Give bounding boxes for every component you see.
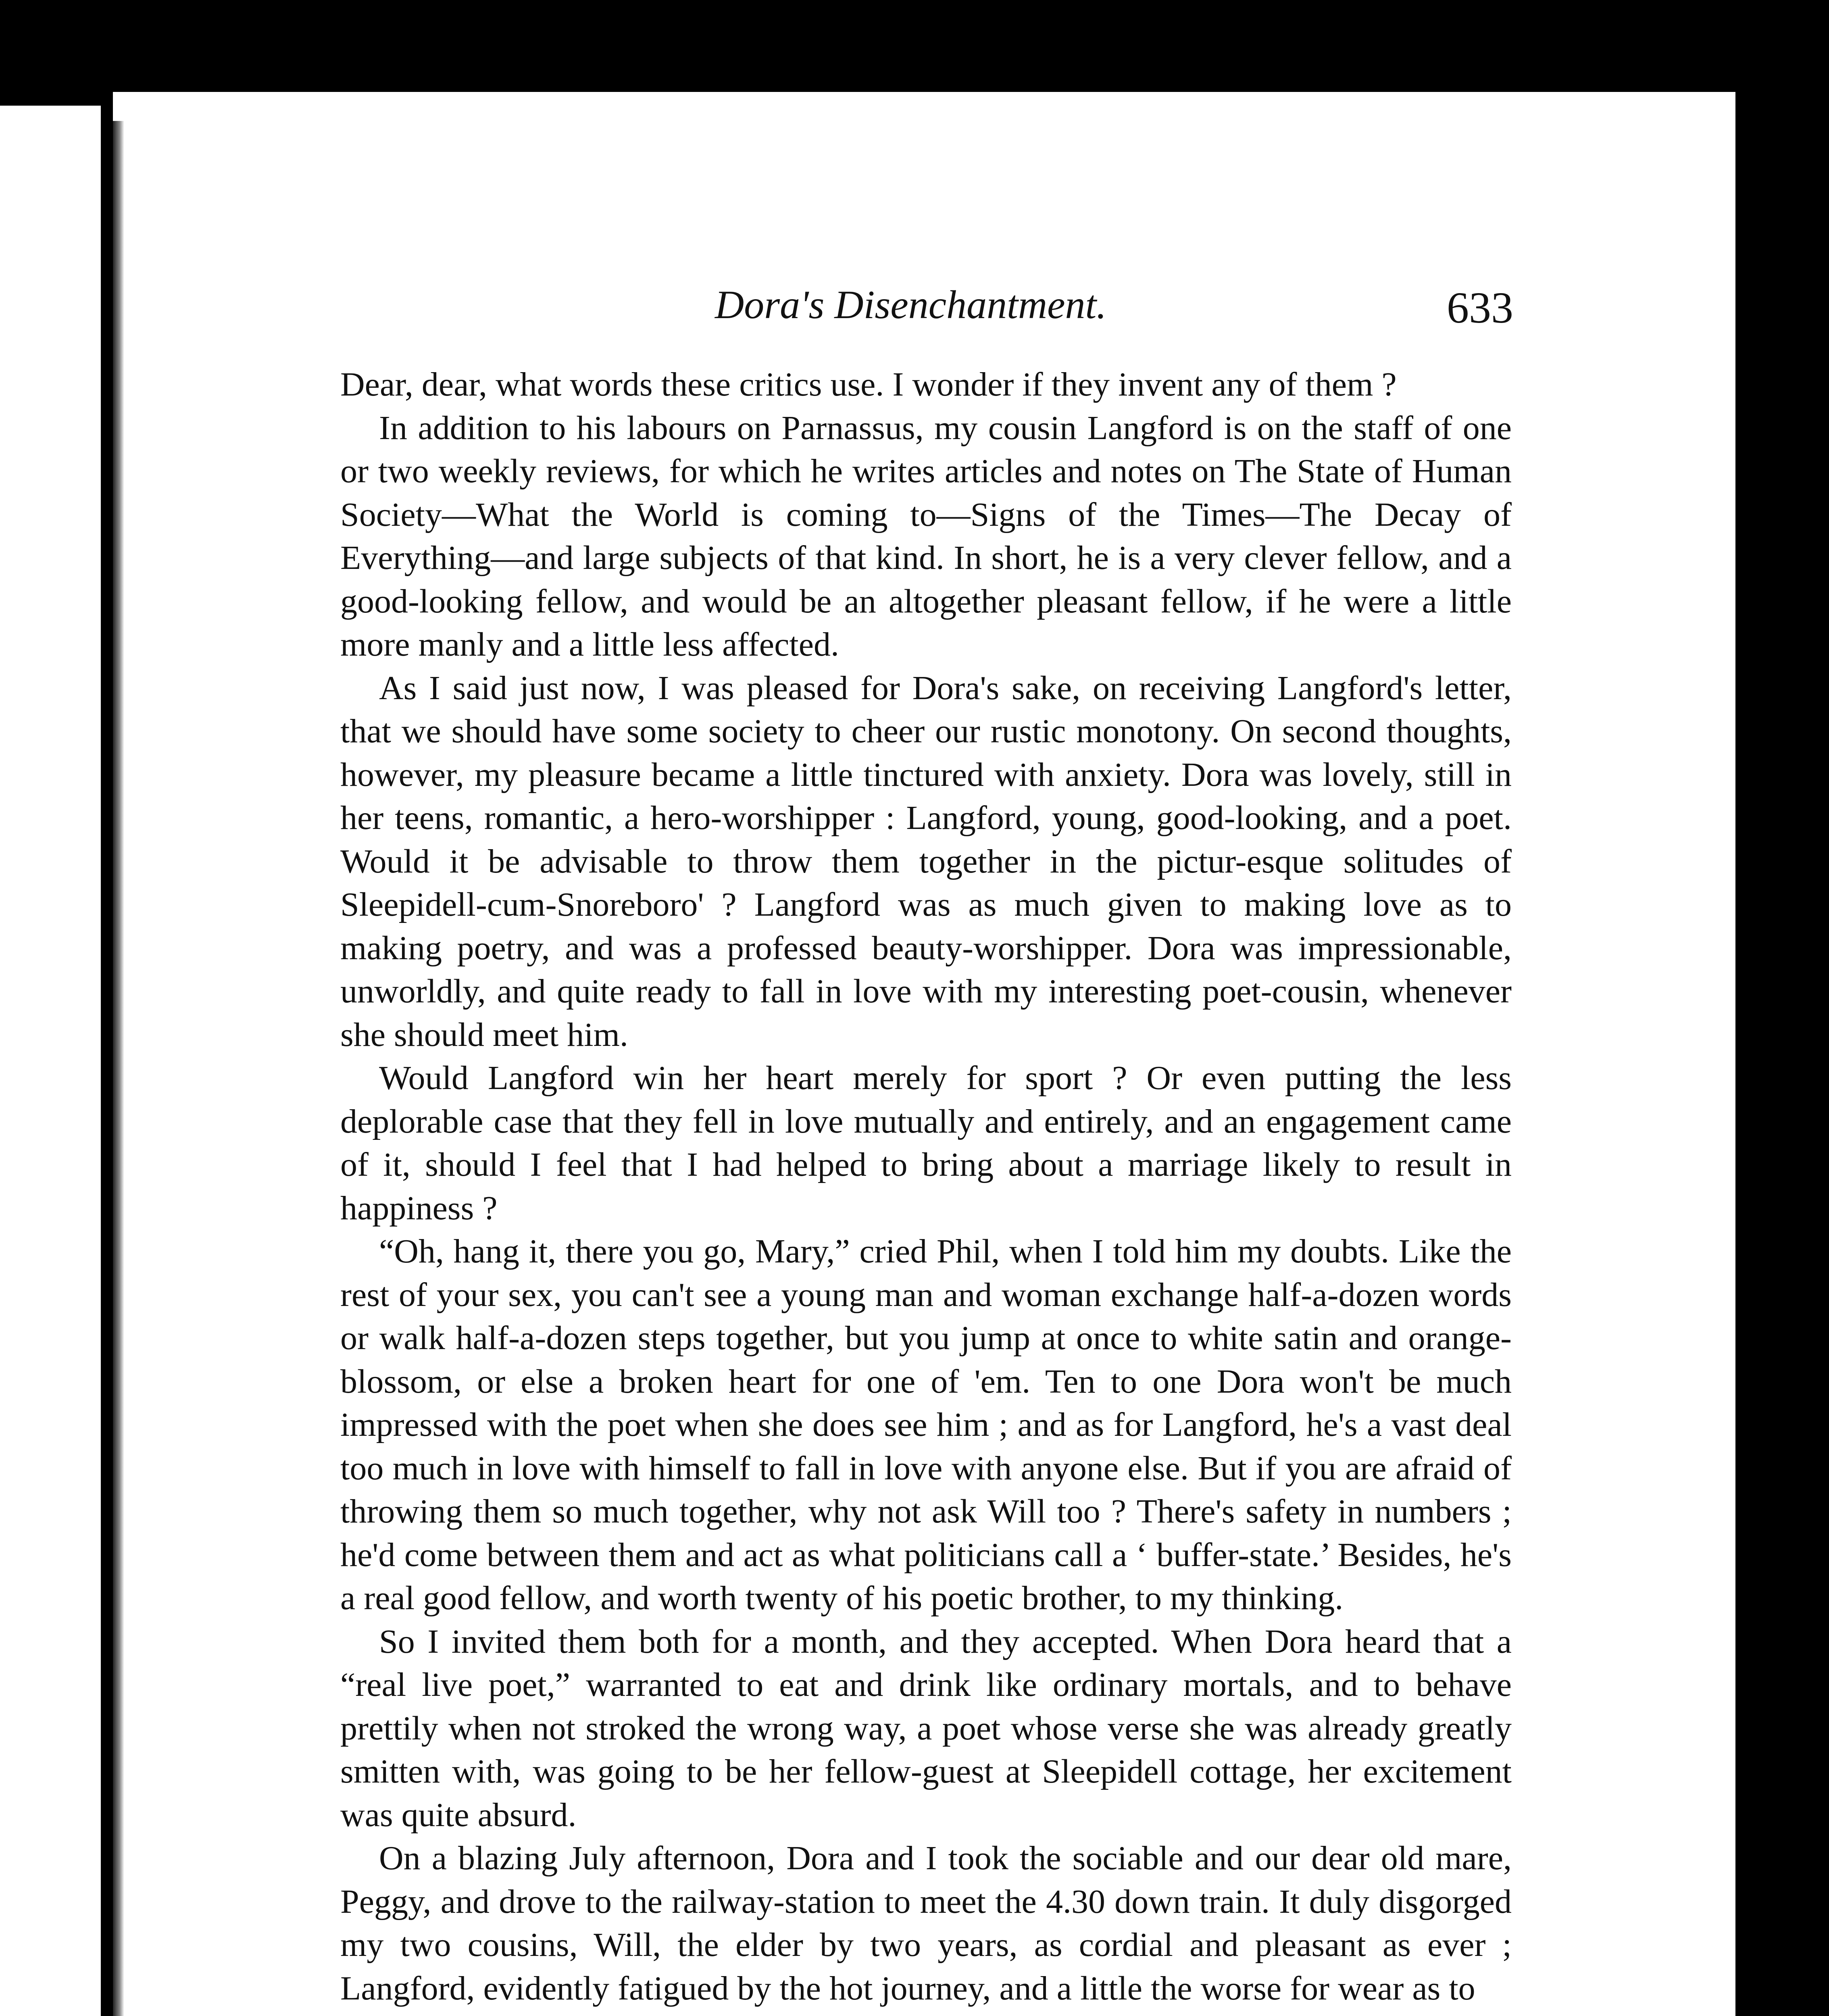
paragraph: So I invited them both for a month, and they accepted. When Dora heard that a “real live poet,” warranted to eat and drink like ordinary mortals, and to behave prettily when not stroked the wrong way, a poet whose verse she was already greatly smitten with, was going to be her fellow-guest at Sleepidell cottage, her excitement was quite absurd. (340, 1622, 1512, 1834)
facing-page-edge (0, 106, 111, 2016)
paragraph: Would Langford win her heart merely for sport ? Or even putting the less deplorable case that they fell in love mutually and entirely, and an engagement came of it, should I feel that I had helped to bring about a marriage likely to result in happiness ? (340, 1059, 1512, 1227)
paragraph: As I said just now, I was pleased for Dora's sake, on receiving Langford's letter, that we should have some society to cheer our rustic monotony. On second thoughts, however, my pleasure became a little tinctured with anxiety. Dora was lovely, still in her teens, romantic, a hero-worshipper : Langford, young, good-looking, and a poet. Would it be advisable to throw them together in the pictur-esque solitudes of Sleepidell-cum-Snoreboro' ? Langford was as much given to making love as to making poetry, and was a professed beauty-worshipper. Dora was impressionable, unworldly, and quite ready to fall in love with my interesting poet-cousin, whenever she should meet him. (340, 669, 1512, 1054)
page-gutter-shadow (113, 121, 124, 2016)
body-text (340, 363, 1512, 2010)
running-head: Dora's Disenchantment. (715, 282, 1107, 327)
page-number: 633 (1447, 283, 1513, 332)
paragraph: In addition to his labours on Parnassus, my cousin Langford is on the staff of one or two weekly reviews, for which he writes articles and notes on The State of Human Society—What the World is coming to—Signs of the Times—The Decay of Everything—and large subjects of that kind. In short, he is a very clever fellow, and a good-looking fellow, and would be an altogether pleasant fellow, if he were a little more manly and a little less affected. (340, 409, 1512, 663)
paragraph: On a blazing July afternoon, Dora and I took the sociable and our dear old mare, Peggy, and drove to the railway-station to meet the 4.30 down train. It duly disgorged my two cousins, Will, the elder by two years, as cordial and pleasant as ever ; Langford, evidently fatigued by the hot journey, and a little the worse for wear as to (340, 1839, 1512, 2007)
paragraph: Dear, dear, what words these critics use. I wonder if they invent any of them ? (340, 366, 1397, 403)
paragraph: “Oh, hang it, there you go, Mary,” cried Phil, when I told him my doubts. Like the rest of your sex, you can't see a young man and woman exchange half-a-dozen words or walk half-a-dozen steps together, but you jump at once to white satin and orange-blossom, or else a broken heart for one of 'em. Ten to one Dora won't be much impressed with the poet when she does see him ; and as for Langford, he's a vast deal too much in love with himself to fall in love with anyone else. But if you are afraid of throwing them so much together, why not ask Will too ? There's safety in numbers ; he'd come between them and act as what politicians call a ‘ buffer-state.’ Besides, he's a real good fellow, and worth twenty of his poetic brother, to my thinking. (340, 1233, 1512, 1617)
